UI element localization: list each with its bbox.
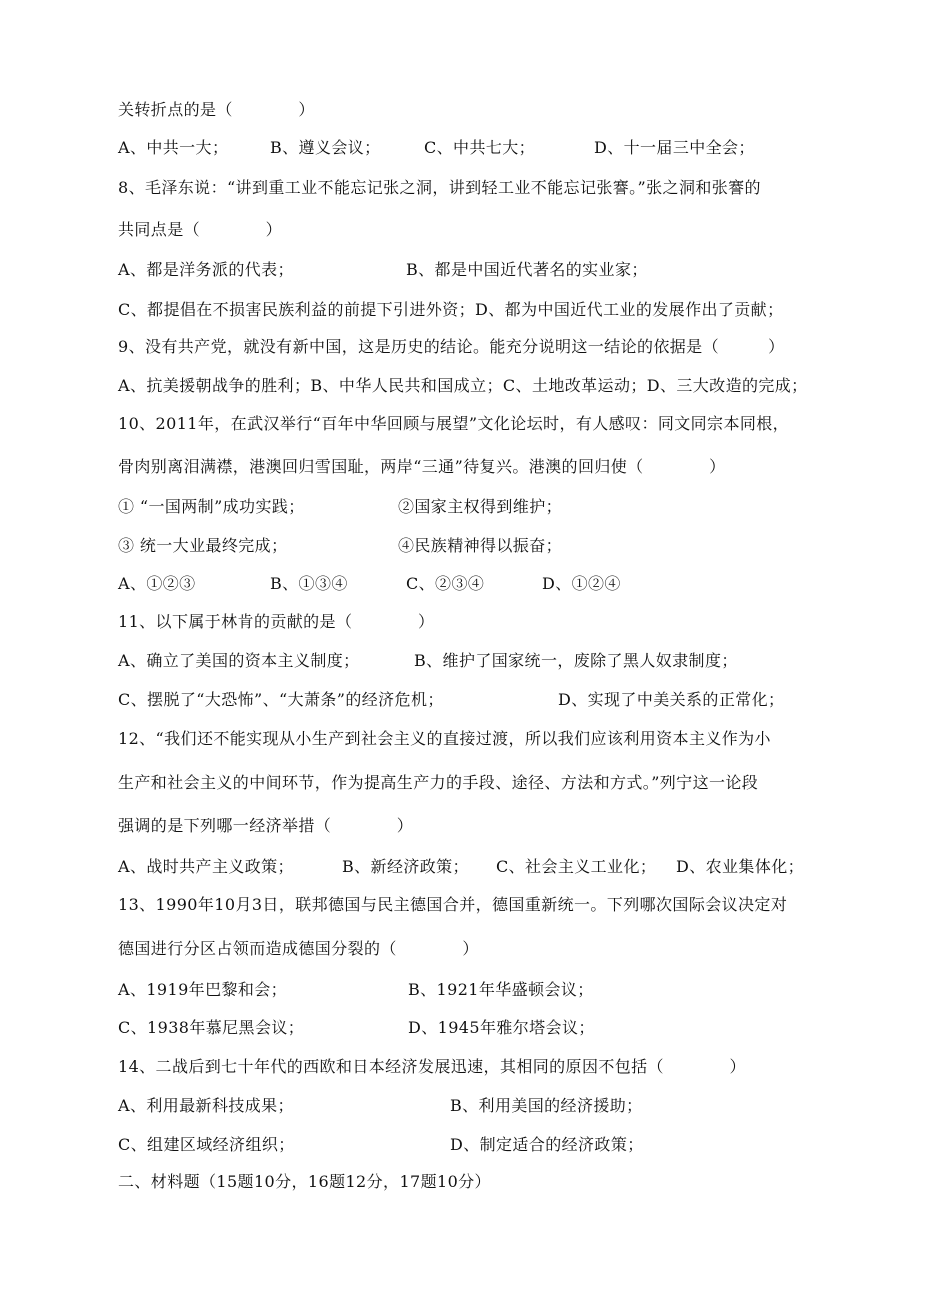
q10-items-1: [118, 497, 878, 517]
section-two-heading: 二、材料题（15题10分，16题12分，17题10分）: [118, 1172, 491, 1191]
q14-option-c: C、组建区域经济组织；: [118, 1135, 295, 1154]
q11-option-b: B、维护了国家统一，废除了黑人奴隶制度；: [414, 651, 738, 670]
q12-stem: 12、“我们还不能实现从小生产到社会主义的直接过渡，所以我们应该利用资本主义作为小: [118, 729, 771, 748]
q10-item-3: ③ 统一大业最终完成；: [118, 536, 288, 555]
q7-stem-end: 关转折点的是（ ）: [118, 100, 315, 119]
q12-stem-cont: 生产和社会主义的中间环节，作为提高生产力的手段、途径、方法和方式。”列宁这一论段: [118, 773, 759, 792]
q7-option-c: C、中共七大；: [424, 138, 536, 157]
q14-options-2: [118, 1135, 878, 1155]
q8-options-1: [118, 260, 878, 280]
q13-options-2: [118, 1018, 878, 1038]
q10-stem: 10、2011年，在武汉举行“百年中华回顾与展望”文化论坛时，有人感叹：同文同宗本同根，: [118, 414, 790, 433]
q12-stem-end: 强调的是下列哪一经济举措（ ）: [118, 816, 414, 835]
q14-option-b: B、利用美国的经济援助；: [450, 1096, 643, 1115]
q10-stem-cont: 骨肉别离泪满襟，港澳回归雪国耻，两岸“三通”待复兴。港澳的回归使（ ）: [118, 457, 726, 476]
q9-stem: 9、没有共产党，就没有新中国，这是历史的结论。能充分说明这一结论的依据是（ ）: [118, 337, 785, 356]
q14-option-a: A、利用最新科技成果；: [118, 1096, 294, 1115]
q13-option-c: C、1938年慕尼黑会议；: [118, 1018, 305, 1037]
q11-options-1: [118, 651, 878, 671]
q14-stem: 14、二战后到七十年代的西欧和日本经济发展迅速，其相同的原因不包括（ ）: [118, 1057, 746, 1076]
q13-options-1: [118, 980, 878, 1000]
q9-options: A、抗美援朝战争的胜利；B、中华人民共和国成立；C、土地改革运动；D、三大改造的完成；: [118, 376, 808, 395]
q12-option-d: D、农业集体化；: [676, 857, 805, 876]
q11-option-c: C、摆脱了“大恐怖”、“大萧条”的经济危机；: [118, 690, 444, 709]
q12-option-c: C、社会主义工业化；: [496, 857, 657, 876]
q8-stem-cont: 共同点是（ ）: [118, 220, 283, 239]
q11-option-d: D、实现了中美关系的正常化；: [558, 690, 785, 709]
q14-options-1: [118, 1096, 878, 1116]
q13-stem: 13、1990年10月3日，联邦德国与民主德国合并，德国重新统一。下列哪次国际会议决定对: [118, 895, 788, 914]
q10-option-b: B、①③④: [270, 574, 348, 593]
q11-options-2: [118, 690, 878, 710]
q7-option-d: D、十一届三中全会；: [594, 138, 755, 157]
q10-option-d: D、①②④: [542, 574, 621, 593]
q7-option-b: B、遵义会议；: [270, 138, 381, 157]
q12-option-a: A、战时共产主义政策；: [118, 857, 294, 876]
q8-stem: 8、毛泽东说：“讲到重工业不能忘记张之洞，讲到轻工业不能忘记张謇。”张之洞和张謇的: [118, 178, 761, 197]
q10-options: [118, 574, 878, 594]
q8-option-b: B、都是中国近代著名的实业家；: [406, 260, 648, 279]
q11-option-a: A、确立了美国的资本主义制度；: [118, 651, 360, 670]
q10-item-4: ④民族精神得以振奋；: [398, 536, 563, 555]
q12-option-b: B、新经济政策；: [342, 857, 469, 876]
q8-option-a: A、都是洋务派的代表；: [118, 260, 294, 279]
q13-option-a: A、1919年巴黎和会；: [118, 980, 288, 999]
q7-option-a: A、中共一大；: [118, 138, 229, 157]
q13-option-b: B、1921年华盛顿会议；: [408, 980, 594, 999]
q10-items-2: [118, 536, 878, 556]
q13-option-d: D、1945年雅尔塔会议；: [408, 1018, 595, 1037]
q10-item-2: ②国家主权得到维护；: [398, 497, 563, 516]
q7-options: [118, 138, 878, 158]
q13-stem-cont: 德国进行分区占领而造成德国分裂的（ ）: [118, 939, 479, 958]
q8-options-2: C、都提倡在不损害民族利益的前提下引进外资；D、都为中国近代工业的发展作出了贡献；: [118, 300, 784, 319]
q10-item-1: ① “一国两制”成功实践；: [118, 497, 305, 516]
q10-option-c: C、②③④: [406, 574, 485, 593]
q11-stem: 11、以下属于林肯的贡献的是（ ）: [118, 612, 435, 631]
q10-option-a: A、①②③: [118, 574, 196, 593]
q12-options: [118, 857, 878, 877]
q14-option-d: D、制定适合的经济政策；: [450, 1135, 644, 1154]
